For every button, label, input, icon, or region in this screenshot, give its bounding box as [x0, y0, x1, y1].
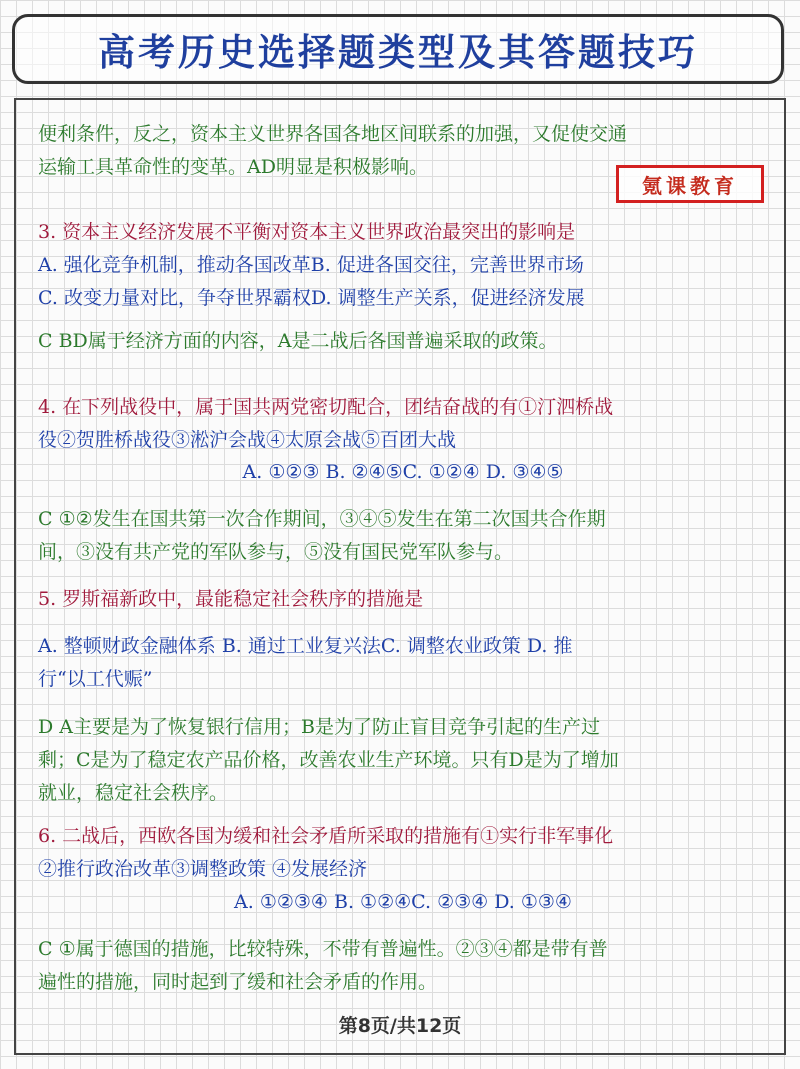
explanation-line: 间，③没有共产党的军队参与，⑤没有国民党军队参与。 [38, 541, 514, 563]
options-line: A. ①②③④ B. ①②④C. ②③④ D. ①③④ [234, 891, 572, 913]
question-line: 6. 二战后，西欧各国为缓和社会矛盾所采取的措施有①实行非军事化 [38, 825, 614, 847]
explanation-line: 运输工具革命性的变革。AD明显是积极影响。 [38, 156, 428, 178]
options-line: A. 强化竞争机制，推动各国改革B. 促进各国交往，完善世界市场 [38, 254, 584, 276]
options-line: A. ①②③ B. ②④⑤C. ①②④ D. ③④⑤ [242, 461, 564, 483]
explanation-line: 便利条件，反之，资本主义世界各国各地区间联系的加强，又促使交通 [38, 123, 628, 145]
question-line: ②推行政治改革③调整政策 ④发展经济 [38, 858, 368, 880]
brand-stamp: 氪课教育 [616, 165, 764, 203]
question-line: 4. 在下列战役中，属于国共两党密切配合，团结奋战的有①汀泗桥战 [38, 396, 614, 418]
page-number: 第8页/共12页 [338, 1015, 462, 1037]
options-line: 行“以工代赈” [38, 668, 153, 690]
question-line: 3. 资本主义经济发展不平衡对资本主义世界政治最突出的影响是 [38, 221, 576, 243]
question-line: 役②贺胜桥战役③淞沪会战④太原会战⑤百团大战 [38, 429, 457, 451]
explanation-line: C ①②发生在国共第一次合作期间，③④⑤发生在第二次国共合作期 [38, 508, 606, 530]
explanation-line: 就业，稳定社会秩序。 [38, 782, 229, 804]
explanation-line: C ①属于德国的措施，比较特殊，不带有普遍性。②③④都是带有普 [38, 938, 608, 960]
question-line: 5. 罗斯福新政中，最能稳定社会秩序的措施是 [38, 588, 424, 610]
explanation-line: D A主要是为了恢复银行信用；B是为了防止盲目竞争引起的生产过 [38, 716, 600, 738]
explanation-line: C BD属于经济方面的内容，A是二战后各国普遍采取的政策。 [38, 330, 558, 352]
page-title: 高考历史选择题类型及其答题技巧 [98, 31, 698, 74]
explanation-line: 遍性的措施，同时起到了缓和社会矛盾的作用。 [38, 971, 438, 993]
options-line: C. 改变力量对比，争夺世界霸权D. 调整生产关系，促进经济发展 [38, 287, 585, 309]
options-line: A. 整顿财政金融体系 B. 通过工业复兴法C. 调整农业政策 D. 推 [38, 635, 573, 657]
explanation-line: 剩；C是为了稳定农产品价格，改善农业生产环境。只有D是为了增加 [38, 749, 619, 771]
title-banner [12, 14, 784, 84]
